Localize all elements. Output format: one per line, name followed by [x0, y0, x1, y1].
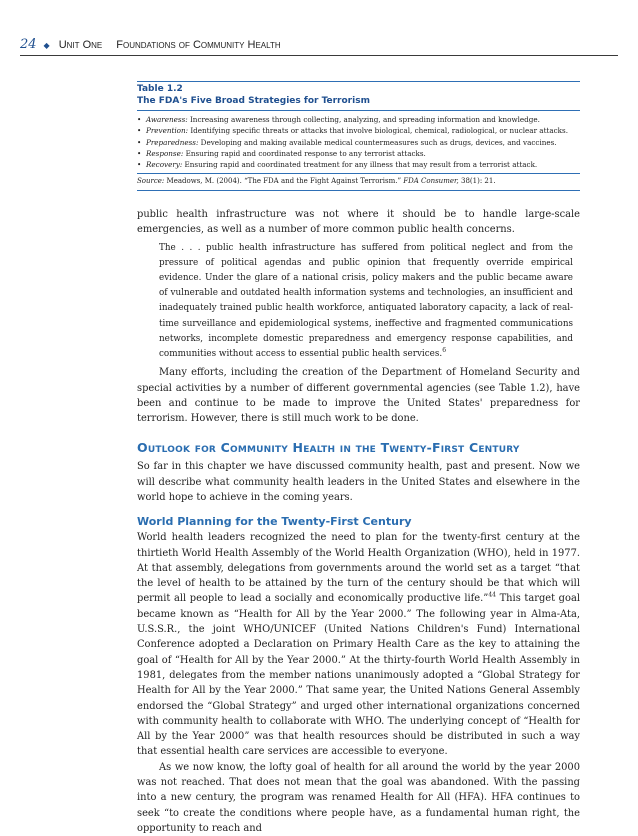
- strategy-term: Preparedness:: [146, 137, 199, 147]
- section-label: Foundations of Community Health: [116, 39, 281, 51]
- quote-text: The . . . public health infrastructure has suffered from political neglect and from the pressure of political agendas and public opinion that frequently override empirical evidence. Under the glare of a national crisis, policy makers and the public became aware of vulnerable and outdated health information systems and technologies, an insufficient and inadequately trained public health workforce, antiquated laboratory capacity, a lack of real-time surveillance and epidemiological systems, ineffective and fragmented communications networks, incomplete domestic preparedness and emergency response capabilities, and communities without access to essential public health services.: [159, 242, 573, 360]
- strategy-text: Identifying specific threats or attacks that involve biological, chemical, radiological, or nuclear attacks.: [188, 126, 569, 136]
- strategy-term: Awareness:: [146, 115, 188, 124]
- list-item: [137, 114, 580, 125]
- table-source: [137, 176, 580, 187]
- section-heading: Outlook for Community Health in the Twenty-First Century: [137, 440, 520, 456]
- list-item: [137, 148, 580, 159]
- bullet-icon: •: [137, 160, 142, 170]
- paragraph: [137, 530, 580, 759]
- page-number: 24: [20, 37, 37, 52]
- strategy-list: [137, 114, 580, 170]
- subsection-heading: World Planning for the Twenty-First Century: [137, 515, 412, 529]
- paragraph: public health infrastructure was not where it should be to handle large-scale emergencies, as well as a number of more common public health concerns.: [137, 209, 580, 236]
- list-item: [137, 137, 580, 148]
- diamond-icon: ◆: [43, 41, 50, 50]
- list-item: [137, 159, 580, 170]
- table-title-rule: [137, 110, 580, 111]
- strategy-term: Prevention:: [146, 126, 189, 136]
- strategy-text: Increasing awareness through collecting, analyzing, and spreading information and knowledge.: [187, 115, 540, 124]
- table-source-rule: [137, 173, 580, 174]
- table-bottom-rule: [137, 190, 580, 191]
- paragraph: So far in this chapter we have discussed community health, past and present. Now we will describe what community health leaders in the United States and elsewhere in the world hope to achieve in the coming years.: [137, 461, 580, 503]
- paragraph: Many efforts, including the creation of the Department of Homeland Security and special activities by a number of different governmental agencies (see Table 1.2), have been and continue to be made to improve the United States' preparedness for terrorism. However, there is still much work to be done.: [137, 367, 580, 425]
- strategy-text: Ensuring rapid and coordinated response to any terrorist attacks.: [183, 148, 426, 158]
- strategy-term: Recovery:: [146, 160, 183, 170]
- source-citation: 38(1): 21.: [458, 177, 496, 186]
- footnote-ref: 6: [442, 347, 447, 355]
- bullet-icon: •: [137, 148, 142, 158]
- body-text: [137, 207, 580, 836]
- table-number: Table 1.2: [137, 84, 183, 94]
- list-item: [137, 125, 580, 136]
- source-label: Source:: [137, 177, 165, 186]
- running-head: [20, 37, 618, 53]
- source-text: Meadows, M. (2004). “The FDA and the Fight Against Terrorism.”: [164, 177, 404, 186]
- source-journal: FDA Consumer,: [403, 177, 459, 186]
- paragraph: As we now know, the lofty goal of health for all around the world by the year 2000 was not reached. That does not mean that the goal was abandoned. With the passing into a new century, the program was renamed Health for All (HFA). HFA continues to seek “to create the conditions where people have, as a fundamental human right, the opportunity to reach and: [137, 761, 580, 834]
- table-title: The FDA's Five Broad Strategies for Terrorism: [137, 96, 370, 106]
- bullet-icon: •: [137, 137, 142, 147]
- strategy-text: Ensuring rapid and coordinated treatment for any illness that may result from a terrorist attack.: [182, 160, 538, 170]
- footnote-ref: 44: [488, 592, 496, 600]
- bullet-icon: •: [137, 115, 142, 124]
- unit-label: Unit One: [58, 39, 103, 51]
- bullet-icon: •: [137, 126, 142, 136]
- header-divider: [20, 55, 618, 56]
- strategy-text: Developing and making available medical countermeasures such as drugs, devices, and vaccines.: [198, 137, 557, 147]
- paragraph-text: World health leaders recognized the need to plan for the twenty-first century at the thirtieth World Health Assembly of the World Health Organization (WHO), held in 1977. At that assembly, delegations from governments around the world set as a target “that the level of health to be attained by the turn of the century should be that which will permit all people to lead a socially and economically productive life.”: [137, 532, 580, 605]
- table-top-rule: [137, 81, 580, 82]
- paragraph-text: This target goal became known as “Health for All by the Year 2000.” The following year in Alma-Ata, U.S.S.R., the joint WHO/UNICEF (United Nations Children's Fund) International Conference adopted a Declaration on Primary Health Care as the key to attaining the goal of “Health for All by the Year 2000.” At the thirty-fourth World Health Assembly in 1981, delegates from the member nations unanimously adopted a “Global Strategy for Health for All by the Year 2000.” That same year, the United Nations General Assembly endorsed the “Global Strategy” and urged other international organizations concerned with community health to collaborate with WHO. The underlying concept of “Health for All by the Year 2000” was that health resources should be distributed in such a way that essential health care services are accessible to everyone.: [137, 593, 580, 758]
- table-box: [137, 81, 580, 191]
- strategy-term: Response:: [146, 148, 184, 158]
- block-quote: [159, 241, 573, 363]
